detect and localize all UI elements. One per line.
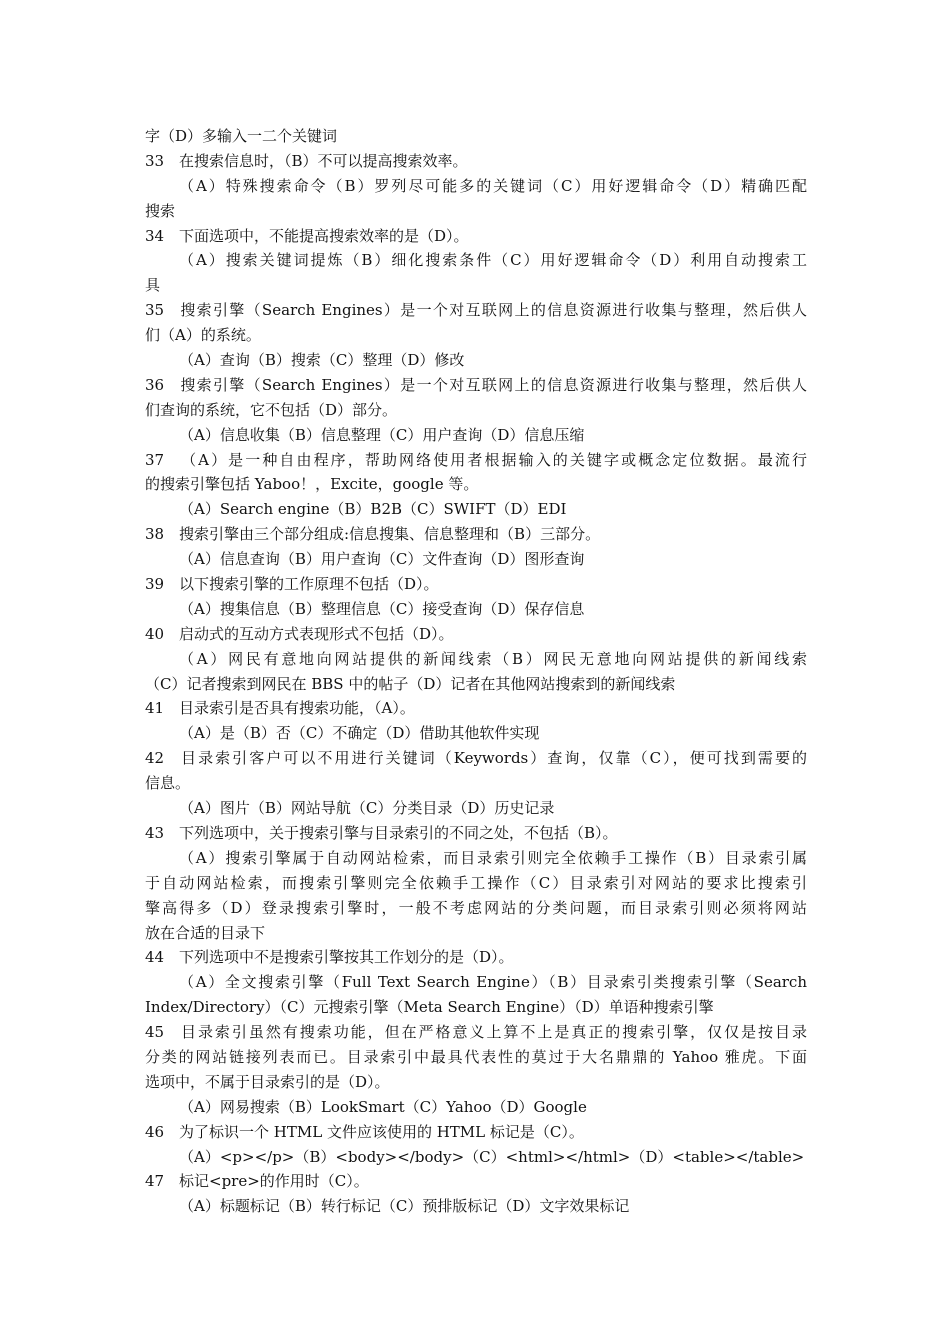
continuation-line: 信息。 [145, 774, 191, 793]
options-line: （A）标题标记（B）转行标记（C）预排版标记（D）文字效果标记 [179, 1197, 630, 1216]
question-number: 36 [145, 375, 165, 394]
question-line [145, 821, 807, 846]
question-text: 为了标识一个 HTML 文件应该使用的 HTML 标记是（C）。 [179, 1122, 584, 1141]
question-line [145, 373, 807, 398]
question-line [145, 1020, 807, 1045]
question-number: 47 [145, 1172, 165, 1191]
continuation-line: 字（D）多输入一二个关键词 [145, 127, 338, 145]
question-text: 启动式的互动方式表现形式不包括（D）。 [179, 624, 454, 643]
continuation-line: 分类的网站链接列表而已。目录索引中最具代表性的莫过于大名鼎鼎的 Yahoo 雅虎。下面 [145, 1047, 807, 1066]
options-line: （A）搜索关键词提炼（B）细化搜索条件（C）用好逻辑命令（D）利用自动搜索工 [179, 251, 807, 270]
question-number: 33 [145, 151, 165, 170]
question-line [145, 622, 807, 647]
question-number: 45 [145, 1023, 165, 1042]
question-text: 在搜索信息时，（B）不可以提高搜索效率。 [179, 151, 468, 170]
question-text: 目录索引虽然有搜索功能，但在严格意义上算不上是真正的搜索引擎，仅仅是按目录 [179, 1023, 807, 1042]
continuation-line: Index/Directory）（C）元搜索引擎（Meta Search Engine）（D）单语种搜索引擎 [145, 998, 714, 1017]
question-line [145, 224, 807, 249]
options-line: （A）是（B）否（C）不确定（D）借助其他软件实现 [179, 724, 540, 743]
question-number: 38 [145, 525, 165, 544]
options-line: （A）<p></p>（B）<body></body>（C）<html></html>（D）<table></table> [179, 1147, 805, 1166]
question-text: 下列选项中不是搜索引擎按其工作划分的是（D）。 [179, 948, 514, 967]
continuation-line: 们（A）的系统。 [145, 326, 261, 345]
options-line: （A）图片（B）网站导航（C）分类目录（D）历史记录 [179, 799, 555, 818]
question-text: （A）是一种自由程序，帮助网络使用者根据输入的关键字或概念定位数据。最流行 [179, 450, 807, 469]
question-number: 42 [145, 749, 165, 768]
continuation-line: （C）记者搜索到网民在 BBS 中的帖子（D）记者在其他网站搜索到的新闻线索 [145, 674, 676, 693]
question-number: 40 [145, 624, 165, 643]
document-page [145, 124, 807, 1219]
question-text: 标记<pre>的作用时（C）。 [179, 1172, 369, 1191]
question-line [145, 945, 807, 970]
question-text: 搜索引擎由三个部分组成:信息搜集、信息整理和（B）三部分。 [179, 525, 601, 544]
continuation-line: 放在合适的目录下 [145, 923, 266, 942]
question-text: 搜索引擎（Search Engines）是一个对互联网上的信息资源进行收集与整理，然后供人 [179, 301, 807, 320]
question-text: 以下搜索引擎的工作原理不包括（D）。 [179, 575, 439, 594]
question-line [145, 746, 807, 771]
question-text: 搜索引擎（Search Engines）是一个对互联网上的信息资源进行收集与整理，然后供人 [179, 375, 807, 394]
options-line: （A）Search engine（B）B2B（C）SWIFT（D）EDI [179, 500, 567, 519]
question-line [145, 298, 807, 323]
question-line [145, 448, 807, 473]
options-line: （A）网民有意地向网站提供的新闻线索（B）网民无意地向网站提供的新闻线索 [179, 649, 807, 668]
question-number: 43 [145, 823, 165, 842]
question-number: 41 [145, 699, 165, 718]
continuation-line: 具 [145, 276, 161, 295]
question-number: 44 [145, 948, 165, 967]
question-text: 下面选项中，不能提高搜索效率的是（D）。 [179, 226, 469, 245]
question-number: 46 [145, 1122, 165, 1141]
question-number: 35 [145, 301, 165, 320]
question-number: 34 [145, 226, 165, 245]
continuation-line: 擎高得多（D）登录搜索引擎时，一般不考虑网站的分类问题，而目录索引则必须将网站 [145, 898, 807, 917]
question-line [145, 1169, 807, 1194]
continuation-line: 的搜索引擎包括 Yaboo！，Excite，google 等。 [145, 475, 479, 494]
question-line [145, 1120, 807, 1145]
options-line: （A）搜索引擎属于自动网站检索，而目录索引则完全依赖手工操作（B）目录索引属 [179, 848, 807, 867]
question-line [145, 696, 807, 721]
question-text: 目录索引客户可以不用进行关键词（Keywords）查询，仅靠（C），便可找到需要的 [179, 749, 807, 768]
question-number: 37 [145, 450, 165, 469]
question-line [145, 572, 807, 597]
continuation-line: 选项中，不属于目录索引的是（D）。 [145, 1072, 390, 1091]
options-line: （A）特殊搜索命令（B）罗列尽可能多的关键词（C）用好逻辑命令（D）精确匹配 [179, 176, 807, 195]
question-line [145, 522, 807, 547]
options-line: （A）网易搜索（B）LookSmart（C）Yahoo（D）Google [179, 1097, 587, 1116]
options-line: （A）信息收集（B）信息整理（C）用户查询（D）信息压缩 [179, 425, 585, 444]
question-line [145, 149, 807, 174]
continuation-line: 们查询的系统，它不包括（D）部分。 [145, 400, 398, 419]
options-line: （A）搜集信息（B）整理信息（C）接受查询（D）保存信息 [179, 599, 585, 618]
options-line: （A）查询（B）搜索（C）整理（D）修改 [179, 351, 465, 370]
options-line: （A）全文搜索引擎（Full Text Search Engine）（B）目录索引类搜索引擎（Search [179, 973, 807, 992]
question-number: 39 [145, 575, 165, 594]
options-line: （A）信息查询（B）用户查询（C）文件查询（D）图形查询 [179, 550, 585, 569]
continuation-line: 搜索 [145, 201, 176, 220]
question-text: 目录索引是否具有搜索功能，（A）。 [179, 699, 415, 718]
continuation-line: 于自动网站检索，而搜索引擎则完全依赖手工操作（C）目录索引对网站的要求比搜索引 [145, 873, 807, 892]
question-text: 下列选项中，关于搜索引擎与目录索引的不同之处，不包括（B）。 [179, 823, 618, 842]
